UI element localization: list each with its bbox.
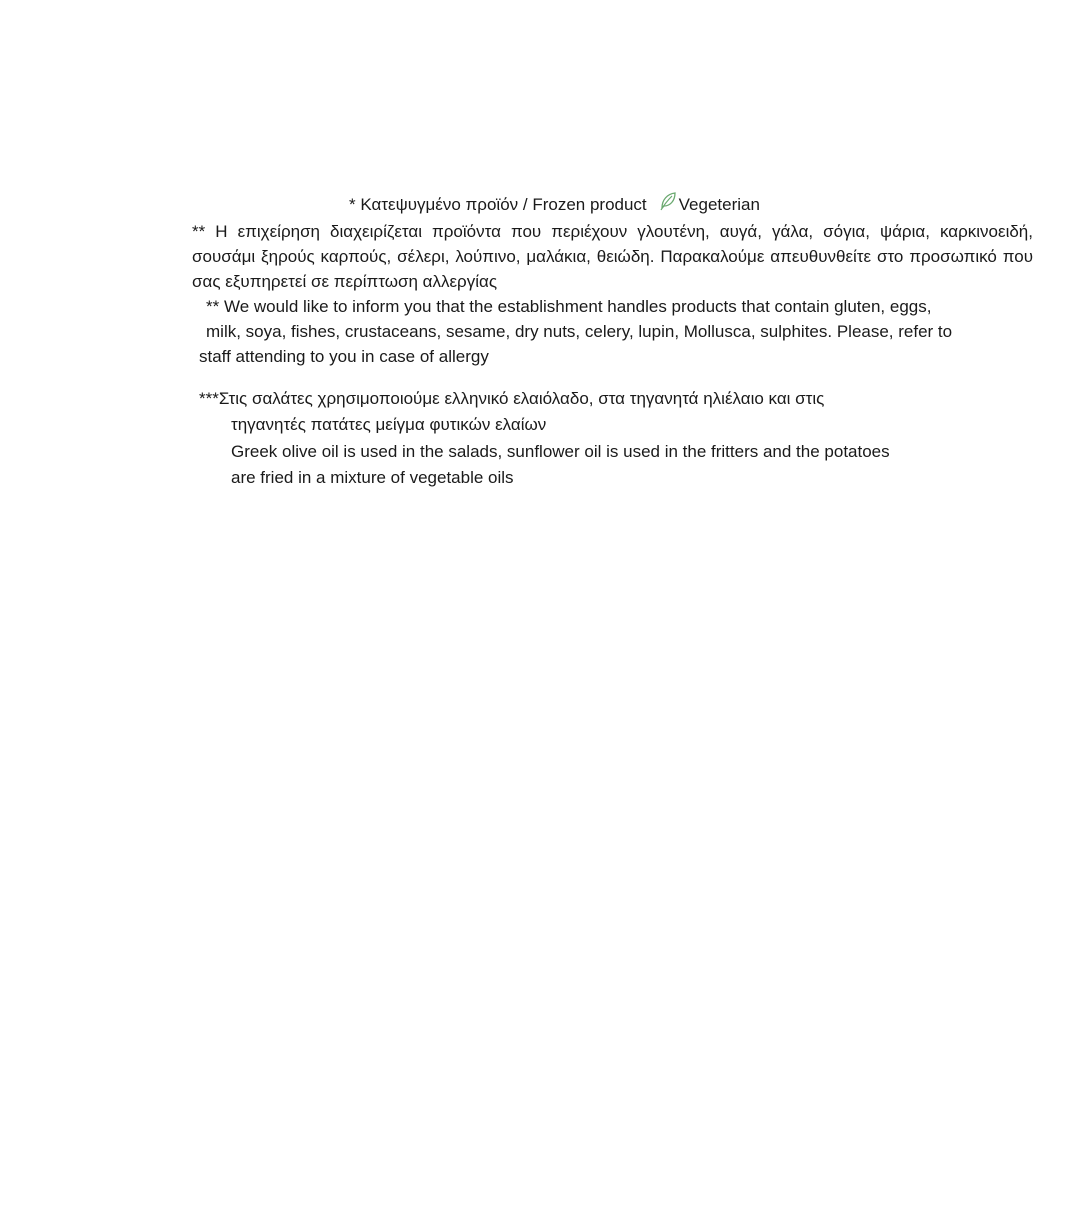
allergy-notice-english	[199, 294, 1033, 369]
allergy-english-line-3: staff attending to you in case of allergy	[199, 347, 489, 366]
oil-note-english-line-1: Greek olive oil is used in the salads, sunflower oil is used in the fritters and the potatoes	[231, 442, 890, 461]
allergy-notice-greek: ** Η επιχείρηση διαχειρίζεται προϊόντα που περιέχουν γλουτένη, αυγά, γάλα, σόγια, ψάρια, καρκινοειδή, σουσάμι ξηρούς καρπούς, σέλερι, λούπινο, μαλάκια, θειώδη. Παρακαλούμε απευθυνθείτε στο προσωπικό που σας εξυπηρετεί σε περίπτωση αλλεργίας	[192, 222, 1033, 291]
frozen-product-legend: * Κατεψυγμένο προϊόν / Frozen product	[349, 195, 647, 214]
allergy-english-line-2: milk, soya, fishes, crustaceans, sesame, dry nuts, celery, lupin, Mollusca, sulphites. Please, refer to	[206, 322, 953, 341]
vegetarian-legend: Vegeterian	[678, 195, 760, 214]
oil-note	[199, 386, 999, 490]
oil-note-english-line-2: are fried in a mixture of vegetable oils	[231, 467, 514, 487]
leaf-icon	[659, 191, 677, 211]
oil-note-greek-line-2: τηγανητές πατάτες μείγμα φυτικών ελαίων	[231, 414, 547, 434]
oil-note-greek-line-1: ***Στις σαλάτες χρησιμοποιούμε ελληνικό ελαιόλαδο, στα τηγανητά ηλιέλαιο και στις	[199, 389, 825, 408]
allergy-english-line-1: ** We would like to inform you that the establishment handles products that contain gluten, eggs,	[206, 297, 932, 316]
legend-line	[349, 194, 760, 216]
